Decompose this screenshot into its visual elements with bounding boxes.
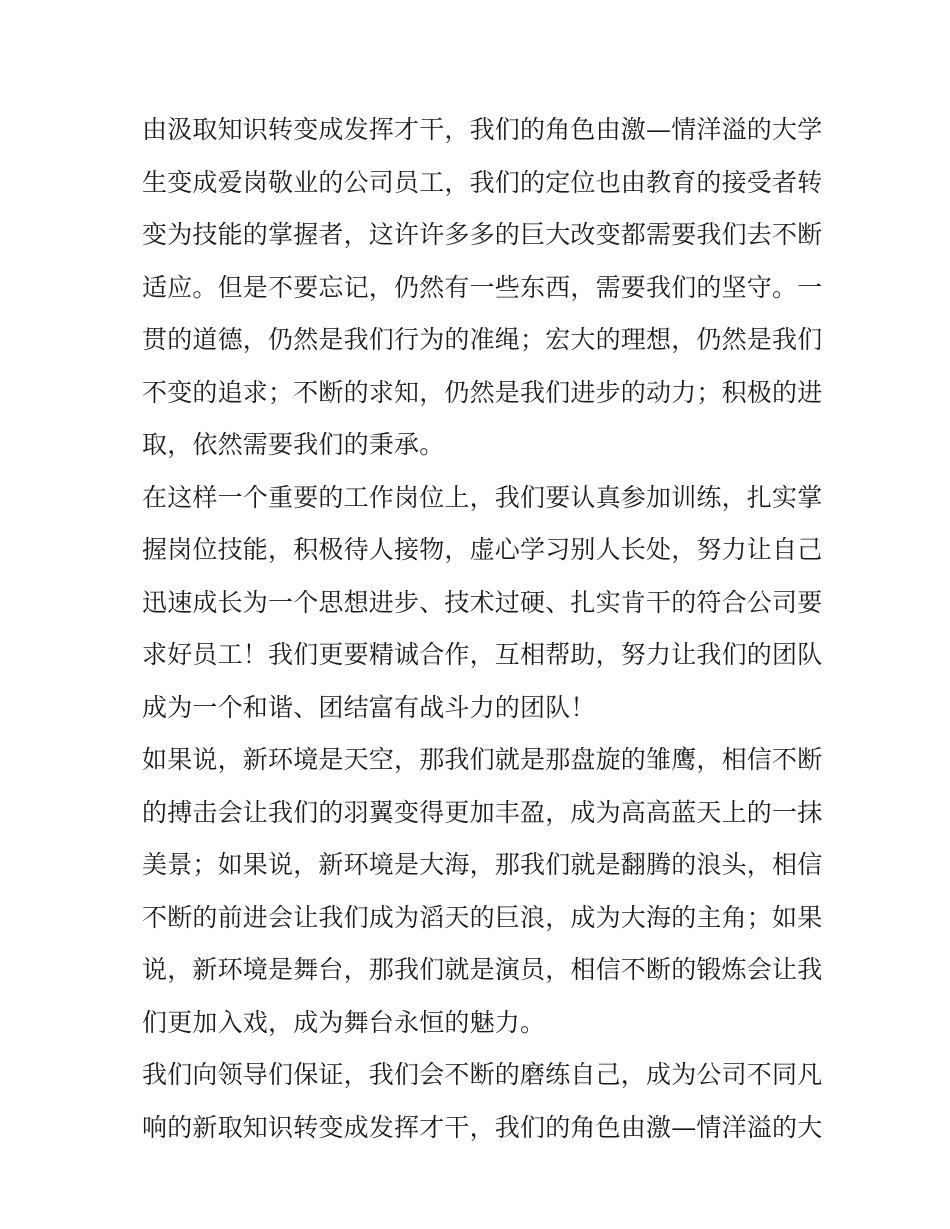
text-line: 迅速成长为一个思想进步、技术过硬、扎实肯干的符合公司要 bbox=[142, 587, 823, 617]
text-line: 如果说，新环境是天空，那我们就是那盘旋的雏鹰，相信不断 bbox=[142, 745, 823, 774]
text-line: 贯的道德，仍然是我们行为的准绳；宏大的理想，仍然是我们 bbox=[142, 325, 823, 354]
text-line: 变为技能的掌握者，这许许多多的巨大改变都需要我们去不断 bbox=[142, 220, 823, 249]
text-line: 成为一个和谐、团结富有战斗力的团队！ bbox=[142, 692, 596, 722]
text-line: 美景；如果说，新环境是大海，那我们就是翻腾的浪头，相信 bbox=[142, 850, 823, 879]
text-line: 取，依然需要我们的秉承。 bbox=[142, 430, 445, 459]
document-body bbox=[142, 104, 822, 1154]
text-line: 响的新取知识转变成发挥才干，我们的角色由激—情洋溢的大 bbox=[142, 1112, 823, 1142]
text-line: 生变成爱岗敬业的公司员工，我们的定位也由教育的接受者转 bbox=[142, 167, 823, 197]
text-line: 们更加入戏，成为舞台永恒的魅力。 bbox=[142, 1007, 546, 1037]
text-line: 适应。但是不要忘记，仍然有一些东西，需要我们的坚守。一 bbox=[142, 272, 823, 302]
text-line: 不变的追求；不断的求知，仍然是我们进步的动力；积极的进 bbox=[142, 377, 823, 407]
text-line: 由汲取知识转变成发挥才干，我们的角色由激—情洋溢的大学 bbox=[142, 115, 823, 144]
text-line: 不断的前进会让我们成为滔天的巨浪，成为大海的主角；如果 bbox=[142, 902, 823, 932]
text-line: 求好员工！我们更要精诚合作，互相帮助，努力让我们的团队 bbox=[142, 640, 823, 669]
text-line: 握岗位技能，积极待人接物，虚心学习别人长处，努力让自己 bbox=[142, 535, 823, 564]
text-line: 我们向领导们保证，我们会不断的磨练自己，成为公司不同凡 bbox=[142, 1060, 823, 1089]
text-line: 在这样一个重要的工作岗位上，我们要认真参加训练，扎实掌 bbox=[142, 482, 823, 512]
text-line: 的搏击会让我们的羽翼变得更加丰盈，成为高高蓝天上的一抹 bbox=[142, 797, 823, 827]
text-line: 说，新环境是舞台，那我们就是演员，相信不断的锻炼会让我 bbox=[142, 955, 823, 984]
